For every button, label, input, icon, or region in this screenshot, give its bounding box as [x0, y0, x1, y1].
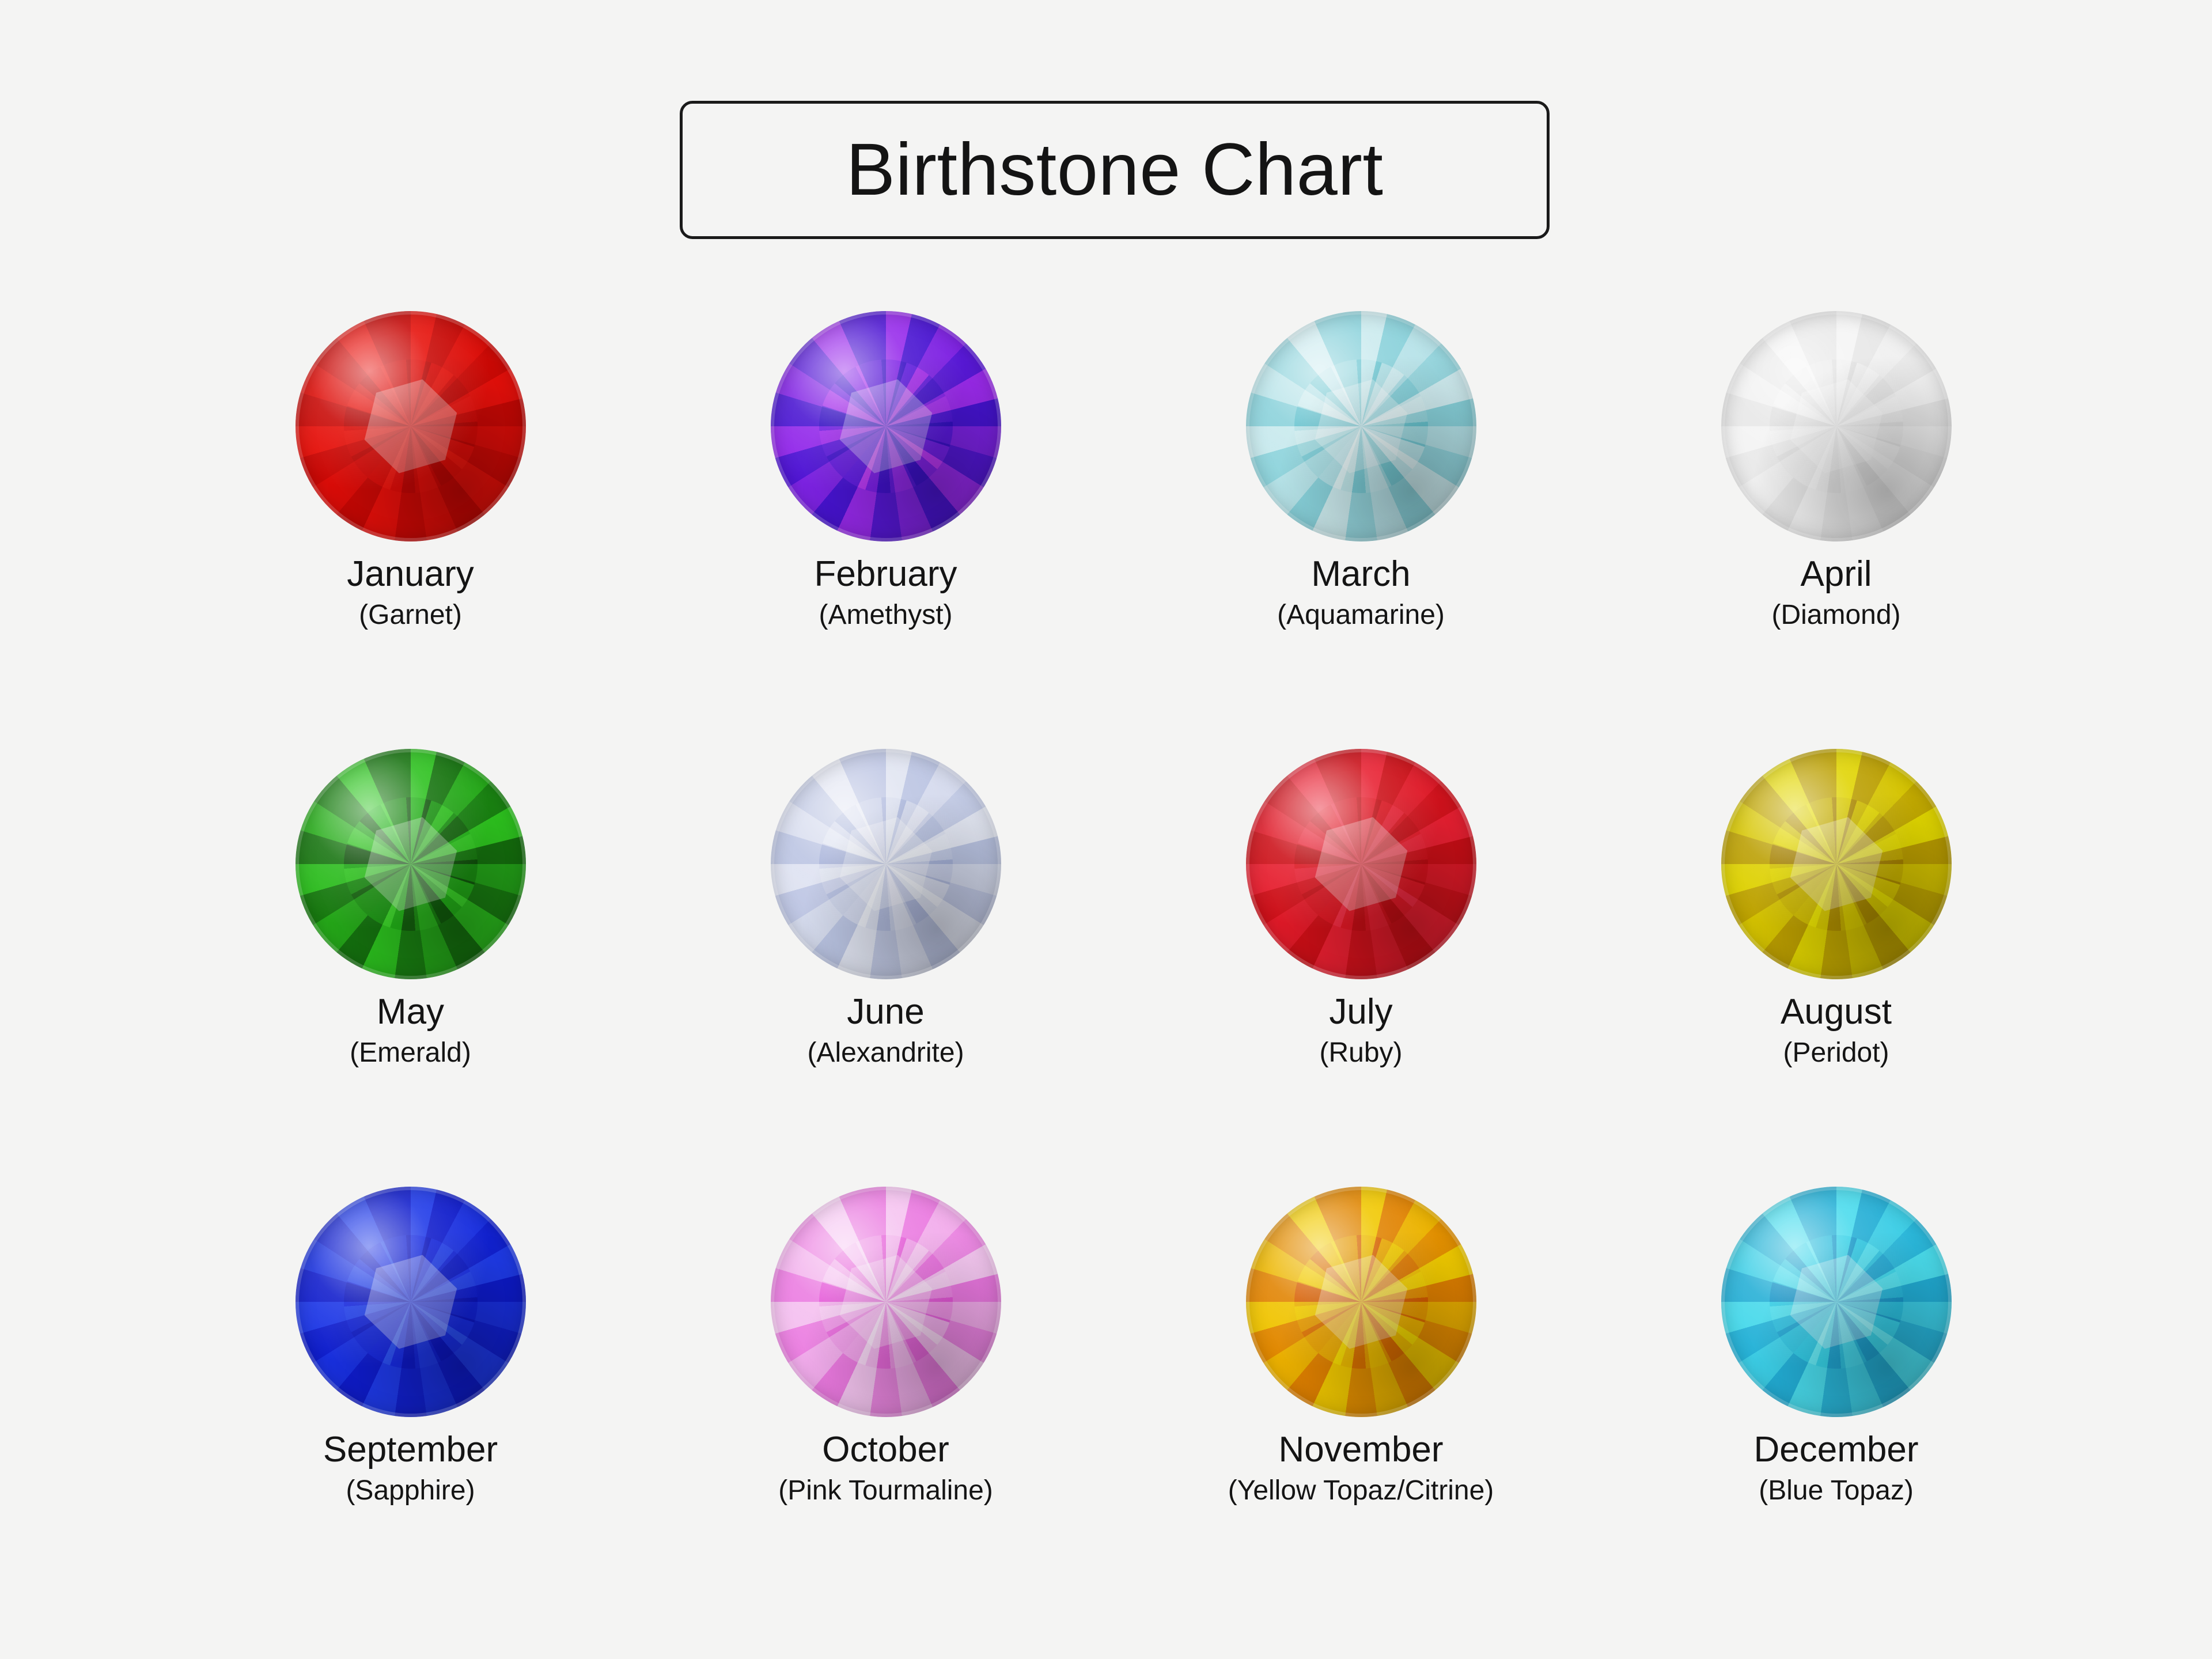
- birthstone-cell-august: [1599, 749, 2074, 1187]
- gem-icon-ruby: [1246, 749, 1476, 979]
- stone-label: (Blue Topaz): [1759, 1475, 1914, 1506]
- birthstone-cell-june: [648, 749, 1123, 1187]
- gem-icon-peridot: [1721, 749, 1952, 979]
- gem-icon-emerald: [296, 749, 526, 979]
- stone-label: (Ruby): [1319, 1037, 1403, 1069]
- birthstone-cell-march: [1123, 311, 1599, 749]
- month-label: December: [1753, 1430, 1919, 1469]
- month-label: May: [376, 992, 445, 1032]
- birthstone-cell-july: [1123, 749, 1599, 1187]
- month-label: November: [1278, 1430, 1444, 1469]
- month-label: April: [1800, 554, 1872, 594]
- gem-rim: [296, 749, 526, 979]
- stone-label: (Garnet): [359, 600, 462, 631]
- month-label: August: [1780, 992, 1892, 1032]
- gem-rim: [296, 1187, 526, 1417]
- gem-icon-blue-topaz: [1721, 1187, 1952, 1417]
- stone-label: (Emerald): [350, 1037, 471, 1069]
- birthstone-cell-november: [1123, 1187, 1599, 1624]
- month-label: October: [822, 1430, 949, 1469]
- gem-icon-aquamarine: [1246, 311, 1476, 541]
- stone-label: (Yellow Topaz/Citrine): [1228, 1475, 1494, 1506]
- birthstone-cell-december: [1599, 1187, 2074, 1624]
- gem-icon-diamond: [1721, 311, 1952, 541]
- birthstone-cell-january: [173, 311, 648, 749]
- gem-rim: [1246, 749, 1476, 979]
- birthstone-grid: [173, 311, 2074, 1624]
- birthstone-cell-october: [648, 1187, 1123, 1624]
- gem-rim: [771, 749, 1001, 979]
- gem-rim: [1721, 1187, 1952, 1417]
- gem-rim: [1246, 311, 1476, 541]
- stone-label: (Peridot): [1783, 1037, 1889, 1069]
- stone-label: (Diamond): [1771, 600, 1901, 631]
- page-title: Birthstone Chart: [846, 128, 1384, 211]
- stone-label: (Aquamarine): [1277, 600, 1445, 631]
- stone-label: (Pink Tourmaline): [778, 1475, 993, 1506]
- gem-rim: [1246, 1187, 1476, 1417]
- title-box: [680, 101, 1550, 239]
- gem-rim: [771, 1187, 1001, 1417]
- month-label: June: [847, 992, 925, 1032]
- gem-icon-alexandrite: [771, 749, 1001, 979]
- gem-rim: [771, 311, 1001, 541]
- month-label: March: [1311, 554, 1411, 594]
- gem-icon-pink-tourmaline: [771, 1187, 1001, 1417]
- month-label: February: [814, 554, 957, 594]
- birthstone-cell-april: [1599, 311, 2074, 749]
- birthstone-cell-may: [173, 749, 648, 1187]
- gem-rim: [296, 311, 526, 541]
- gem-icon-garnet: [296, 311, 526, 541]
- stone-label: (Sapphire): [346, 1475, 475, 1506]
- gem-rim: [1721, 311, 1952, 541]
- stone-label: (Alexandrite): [807, 1037, 964, 1069]
- gem-icon-yellow-topaz-citrine: [1246, 1187, 1476, 1417]
- month-label: January: [347, 554, 474, 594]
- birthstone-cell-september: [173, 1187, 648, 1624]
- gem-icon-amethyst: [771, 311, 1001, 541]
- month-label: September: [323, 1430, 498, 1469]
- gem-icon-sapphire: [296, 1187, 526, 1417]
- birthstone-cell-february: [648, 311, 1123, 749]
- gem-rim: [1721, 749, 1952, 979]
- stone-label: (Amethyst): [819, 600, 953, 631]
- month-label: July: [1329, 992, 1393, 1032]
